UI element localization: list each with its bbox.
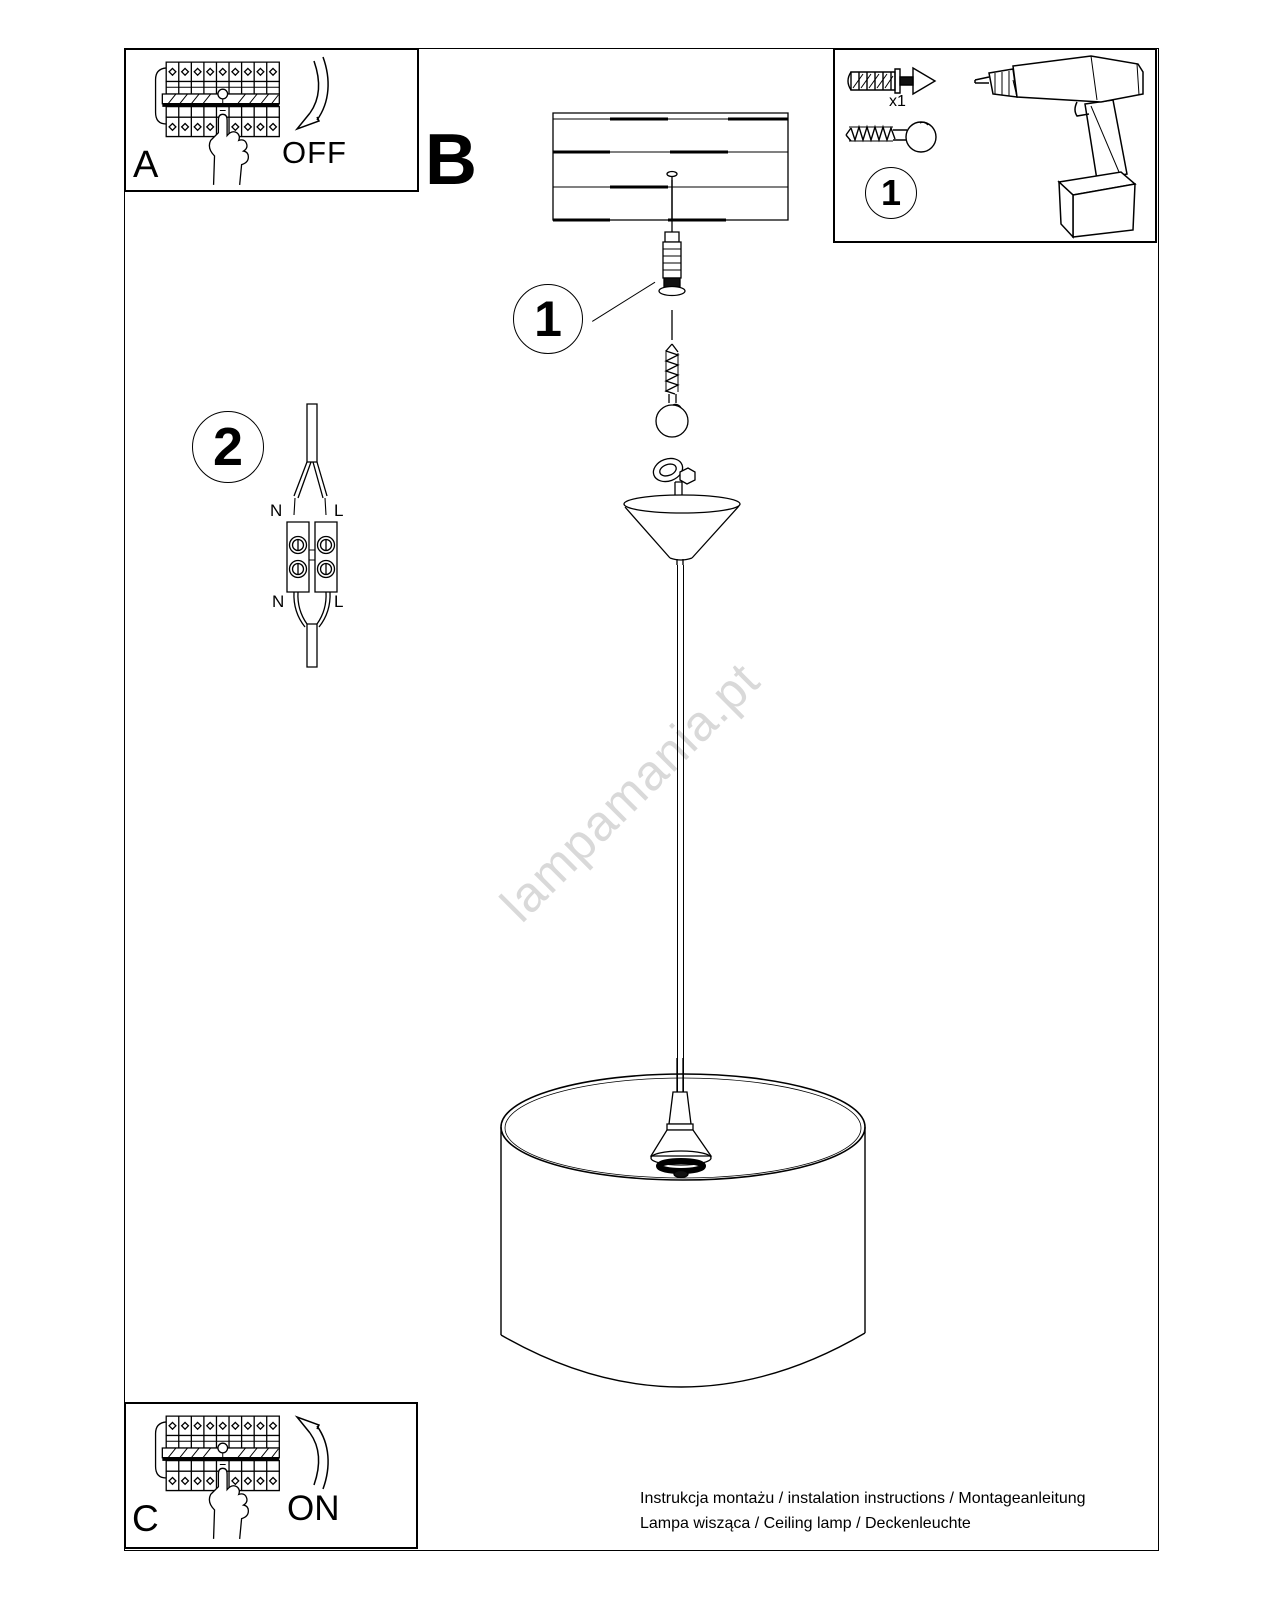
step-b-label: B: [425, 120, 477, 200]
lamp-socket-icon: [651, 1092, 711, 1178]
parts-step-badge: 1: [865, 167, 917, 219]
step1-badge: 1: [513, 284, 583, 354]
step-c-label: C: [132, 1498, 159, 1539]
breaker-panel-on-icon: [143, 1410, 288, 1546]
wire-label-n-in: N: [270, 501, 283, 520]
drill-icon: [973, 52, 1158, 242]
hook-part-icon: [843, 110, 955, 160]
canopy-icon: [616, 448, 751, 566]
anchor-qty-label: x1: [889, 93, 906, 110]
lampshade-icon: [483, 1058, 883, 1458]
footer-line1: Instrukcja montażu / instalation instructions / Montageanleitung: [640, 1490, 1086, 1507]
wiring-diagram-icon: [265, 398, 350, 673]
on-label: ON: [287, 1489, 340, 1528]
eye-hook-icon: [645, 342, 701, 452]
step2-badge: 2: [192, 411, 264, 483]
wire-label-l-in: L: [334, 501, 344, 520]
breaker-panel-off-icon: [143, 56, 288, 192]
footer: [640, 1486, 1086, 1536]
step-a-label: A: [133, 144, 159, 186]
off-label: OFF: [282, 135, 347, 170]
pendant-cable: [677, 565, 684, 1093]
watermark: lampamania.pt: [489, 651, 771, 933]
arrow-down-icon: [288, 54, 338, 139]
wire-label-l-out: L: [334, 592, 344, 611]
wall-plug-icon: [655, 174, 691, 346]
arrow-up-icon: [288, 1407, 338, 1492]
wire-label-n-out: N: [272, 592, 285, 611]
footer-line2: Lampa wisząca / Ceiling lamp / Deckenleuchte: [640, 1515, 971, 1532]
